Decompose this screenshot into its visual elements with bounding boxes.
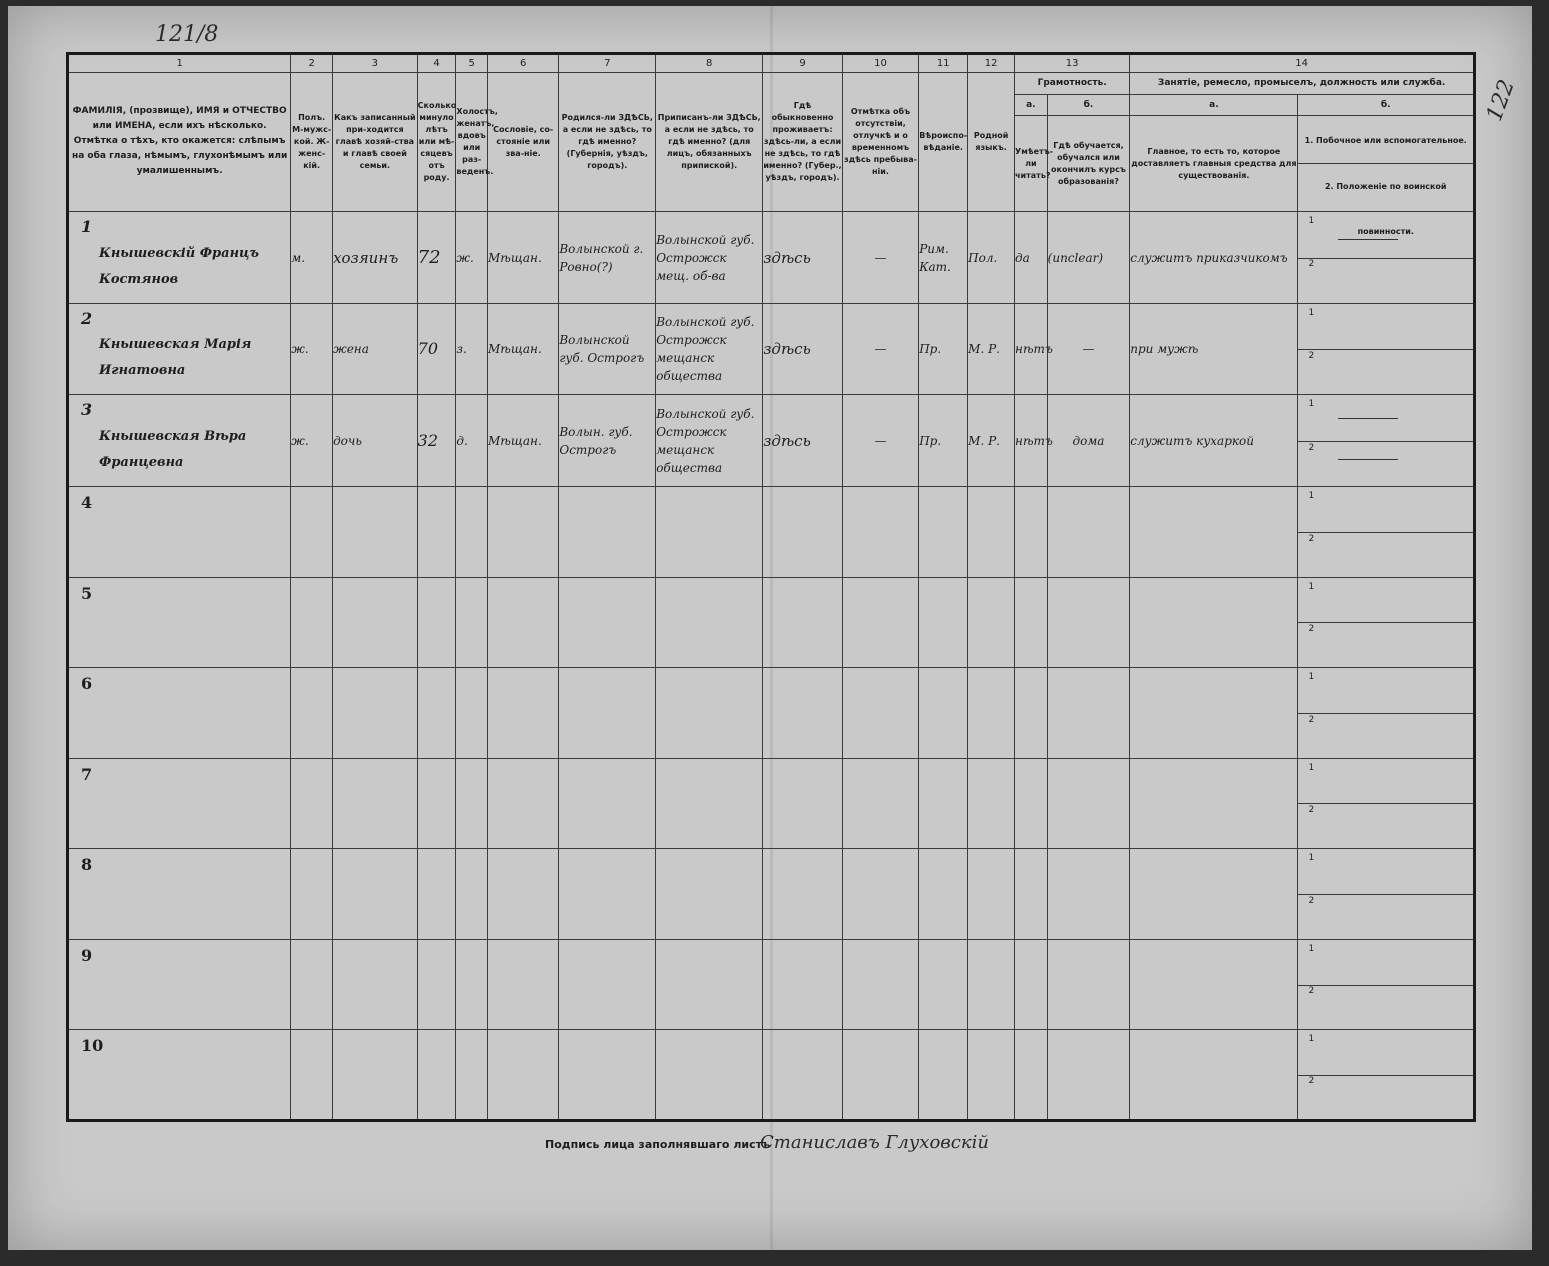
row-3-occupation: служитъ кухаркой: [1130, 395, 1298, 487]
row-1-residence: здѣсь: [763, 212, 843, 304]
row-9-name: 9: [68, 939, 291, 1030]
col-number-5: 5: [456, 54, 488, 73]
header-secondary: [1298, 116, 1475, 237]
row-3-marital: д.: [456, 395, 488, 487]
col-number-10: 10: [842, 54, 918, 73]
row-1-religion: Рим. Кат.: [919, 212, 968, 304]
census-table: [66, 52, 1476, 1122]
row-4-secondary: 1 2: [1298, 487, 1475, 578]
row-1-occupation: служитъ приказчикомъ: [1130, 212, 1298, 304]
row-8-name: 8: [68, 849, 291, 940]
row-5-secondary: 1 2: [1298, 577, 1475, 668]
row-3-language: М. Р.: [968, 395, 1015, 487]
row-2-registered: Волынской губ. Острожск мещанск общества: [656, 303, 763, 395]
row-7-secondary: 1 2: [1298, 758, 1475, 849]
row-3-born: Волын. губ. Острогъ: [559, 395, 656, 487]
col-number-11: 11: [919, 54, 968, 73]
left-corner-number: 121/8: [155, 22, 219, 47]
header-occupation: Занятіе, ремесло, промыселъ, должность или служба.: [1130, 72, 1475, 94]
header-estate: Сословіе, со-стояніе или зва-ніе.: [488, 72, 559, 211]
row-1-estate: Мѣщан.: [488, 212, 559, 304]
row-2-estate: Мѣщан.: [488, 303, 559, 395]
row-3-religion: Пр.: [919, 395, 968, 487]
header-13b-label: б.: [1047, 94, 1130, 116]
right-corner-number: 122: [1482, 76, 1520, 125]
header-literacy: Грамотность.: [1015, 72, 1130, 94]
table-row: [68, 849, 1475, 940]
row-3-relation: дочь: [333, 395, 418, 487]
row-3-age: 32: [417, 395, 456, 487]
row-6-secondary: 1 2: [1298, 668, 1475, 759]
header-14b-label: б.: [1298, 94, 1475, 116]
col-number-12: 12: [968, 54, 1015, 73]
header-14b-1: 1. Побочное или вспомогательное.: [1298, 118, 1473, 164]
header-can-read: Умѣетъ-ли читать?: [1015, 116, 1048, 212]
header-name: ФАМИЛІЯ, (прозвище), ИМЯ и ОТЧЕСТВО или ИМЕНА, если ихъ нѣсколько. Отмѣтка о тѣхъ, кто окажется: слѣпымъ на оба глаза, нѣмымъ, глухонѣмымъ или умалишеннымъ.: [68, 72, 291, 211]
signature-value: Станиславъ Глуховскій: [760, 1132, 989, 1153]
row-3-secondary: 1 2: [1298, 395, 1475, 487]
col-number-6: 6: [488, 54, 559, 73]
col-number-8: 8: [656, 54, 763, 73]
table-row: [68, 303, 1475, 395]
col-number-3: 3: [333, 54, 418, 73]
table-row: [68, 577, 1475, 668]
row-1-absence: —: [842, 212, 918, 304]
column-number-row: [68, 54, 1475, 73]
table-row: [68, 487, 1475, 578]
row-3-absence: —: [842, 395, 918, 487]
header-registered: Приписанъ-ли ЗДѢСЬ, а если не здѣсь, то гдѣ именно? (для лицъ, обязанныхъ припиской).: [656, 72, 763, 211]
header-marital: Холостъ, женатъ, вдовъ или раз-веденъ.: [456, 72, 488, 211]
row-5-name: 5: [68, 577, 291, 668]
table-row: [68, 395, 1475, 487]
row-2-language: М. Р.: [968, 303, 1015, 395]
row-6-name: 6: [68, 668, 291, 759]
row-2-religion: Пр.: [919, 303, 968, 395]
row-3-estate: Мѣщан.: [488, 395, 559, 487]
row-2-born: Волынской губ. Острогъ: [559, 303, 656, 395]
header-residence: Гдѣ обыкновенно проживаетъ: здѣсь-ли, а если не здѣсь, то гдѣ именно? (Губер., уѣздъ, городъ).: [763, 72, 843, 211]
signature-label: Подпись лица заполнявшаго листъ: [545, 1138, 771, 1151]
table-row: [68, 939, 1475, 1030]
header-education: Гдѣ обучается, обучался или окончилъ курсъ образованія?: [1047, 116, 1130, 212]
row-9-secondary: 1 2: [1298, 939, 1475, 1030]
header-row-top: [68, 72, 1475, 94]
col-number-9: 9: [763, 54, 843, 73]
row-1-age: 72: [417, 212, 456, 304]
header-religion: Вѣроиспо-вѣданіе.: [919, 72, 968, 211]
row-2-education: —: [1047, 303, 1130, 395]
row-3-residence: здѣсь: [763, 395, 843, 487]
table-row: [68, 1030, 1475, 1121]
col-number-13: 13: [1015, 54, 1130, 73]
row-2-relation: жена: [333, 303, 418, 395]
row-1-education: (unclear): [1047, 212, 1130, 304]
header-14a-label: а.: [1130, 94, 1298, 116]
header-14b-2: 2. Положеніе по воинской повинности.: [1324, 182, 1447, 237]
col-number-4: 4: [417, 54, 456, 73]
row-2-age: 70: [417, 303, 456, 395]
col-number-1: 1: [68, 54, 291, 73]
row-7-name: 7: [68, 758, 291, 849]
header-absence: Отмѣтка объ отсутствіи, отлучкѣ и о временномъ здѣсь пребыва-ніи.: [842, 72, 918, 211]
header-13a-label: а.: [1015, 94, 1048, 116]
col-number-14: 14: [1130, 54, 1475, 73]
header-language: Родной языкъ.: [968, 72, 1015, 211]
row-2-marital: з.: [456, 303, 488, 395]
row-2-secondary: 1 2: [1298, 303, 1475, 395]
header-main-occupation: Главное, то есть то, которое доставляетъ главныя средства для существованія.: [1130, 116, 1298, 212]
row-1-registered: Волынской губ. Острожск мещ. об-ва: [656, 212, 763, 304]
row-2-occupation: при мужѣ: [1130, 303, 1298, 395]
header-sex: Полъ. М-мужс-кой. Ж-женс-кій.: [291, 72, 333, 211]
header-age: Сколько минуло лѣтъ или мѣ-сяцевъ отъ роду.: [417, 72, 456, 211]
row-3-sex: ж.: [291, 395, 333, 487]
row-2-sex: ж.: [291, 303, 333, 395]
row-3-name: 3 Кнышевская Вѣра Францевна: [68, 395, 291, 487]
row-1-sex: м.: [291, 212, 333, 304]
row-1-secondary: 1 2: [1298, 212, 1475, 304]
row-3-education: дома: [1047, 395, 1130, 487]
row-2-absence: —: [842, 303, 918, 395]
table-row: [68, 212, 1475, 304]
row-3-registered: Волынской губ. Острожск мещанск общества: [656, 395, 763, 487]
row-4-name: 4: [68, 487, 291, 578]
row-1-language: Пол.: [968, 212, 1015, 304]
row-10-secondary: 1 2: [1298, 1030, 1475, 1121]
row-2-name: 2 Кнышевская Марія Игнатовна: [68, 303, 291, 395]
header-born: Родился-ли ЗДѢСЬ, а если не здѣсь, то гдѣ именно? (Губернія, уѣздъ, городъ).: [559, 72, 656, 211]
row-1-name: 1 Кнышевскій Францъ Костянов: [68, 212, 291, 304]
row-1-relation: хозяинъ: [333, 212, 418, 304]
col-number-7: 7: [559, 54, 656, 73]
row-3-literacy: нѣтъ: [1015, 395, 1048, 487]
row-2-literacy: нѣтъ: [1015, 303, 1048, 395]
row-1-born: Волынской г. Ровно(?): [559, 212, 656, 304]
row-2-residence: здѣсь: [763, 303, 843, 395]
table-row: [68, 668, 1475, 759]
row-10-name: 10: [68, 1030, 291, 1121]
row-1-literacy: да: [1015, 212, 1048, 304]
col-number-2: 2: [291, 54, 333, 73]
header-relation: Какъ записанный при-ходится главѣ хозяй-ства и главѣ своей семьи.: [333, 72, 418, 211]
row-8-secondary: 1 2: [1298, 849, 1475, 940]
table-row: [68, 758, 1475, 849]
row-1-marital: ж.: [456, 212, 488, 304]
